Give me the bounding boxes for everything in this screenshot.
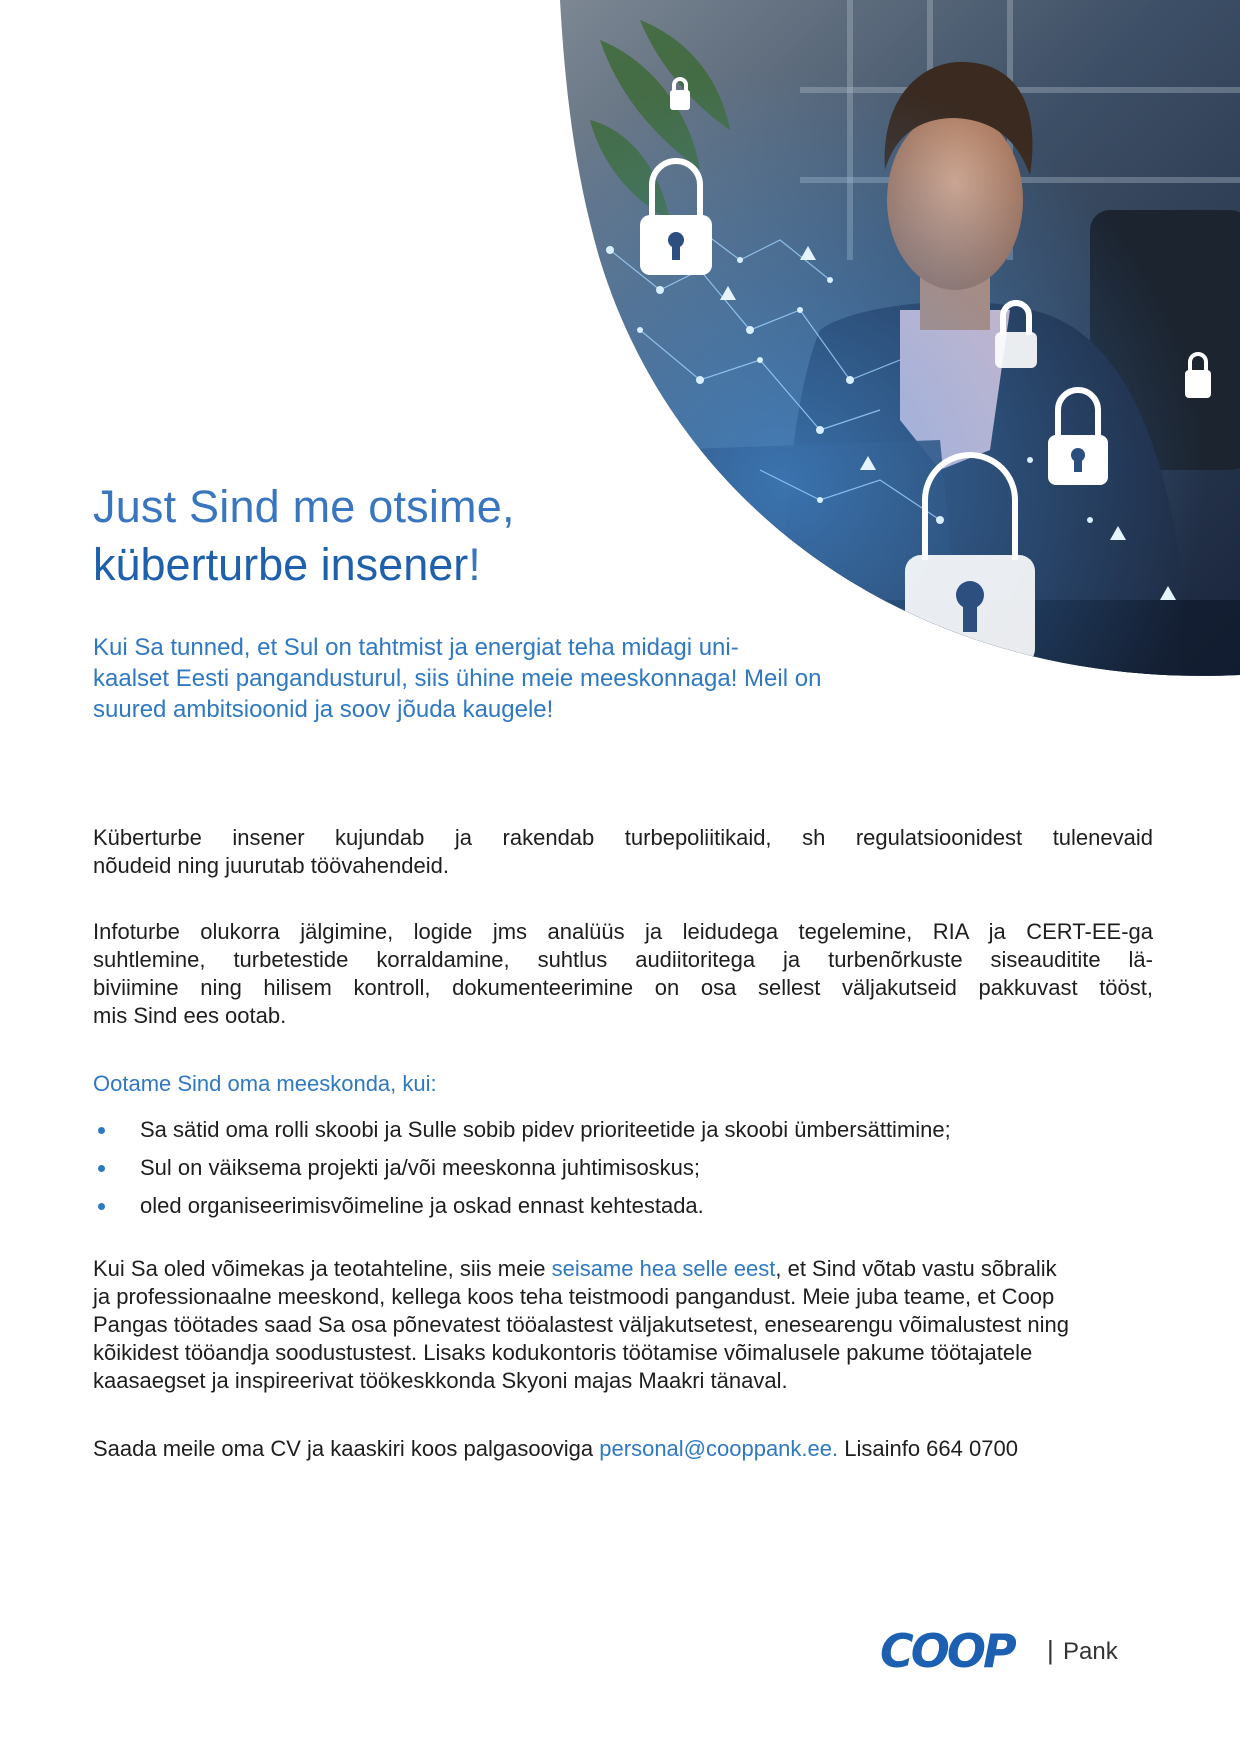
list-item bbox=[93, 1192, 1153, 1220]
headline-line2 bbox=[93, 536, 515, 594]
list-item bbox=[93, 1154, 1153, 1182]
paragraph-duties bbox=[93, 918, 1153, 1030]
paragraph-line: Infoturbe olukorra jälgimine, logide jms analüüs ja leidudega tegelemine, RIA ja CERT-EE-ga bbox=[93, 919, 1153, 944]
intro-line: kaalset Eesti pangandusturul, siis ühine meie meeskonnaga! Meil on bbox=[93, 665, 822, 692]
intro-line: suured ambitsioonid ja soov jõuda kaugele! bbox=[93, 696, 554, 723]
paragraph-line: nõudeid ning juurutab töövahendeid. bbox=[93, 853, 449, 878]
paragraph-line: suhtlemine, turbetestide korraldamine, suhtlus audiitoritega ja turbenõrkuste siseauditite lä- bbox=[93, 947, 1153, 972]
logo-brand: COOP bbox=[880, 1625, 1014, 1671]
intro-line: Kui Sa tunned, et Sul on tahtmist ja energiat teha midagi uni- bbox=[93, 634, 739, 661]
paragraph-offer bbox=[93, 1255, 1153, 1395]
logo-suffix: Pank bbox=[1063, 1638, 1118, 1665]
list-item-text: oled organiseerimisvõimeline ja oskad ennast kehtestada. bbox=[140, 1193, 704, 1218]
bullet-icon bbox=[98, 1127, 105, 1134]
paragraph-line bbox=[93, 1255, 1153, 1283]
requirements-list bbox=[93, 1116, 1153, 1230]
list-item-text: Sa sätid oma rolli skoobi ja Sulle sobib pidev prioriteetide ja skoobi ümbersättimine; bbox=[140, 1117, 951, 1142]
bullet-icon bbox=[98, 1203, 105, 1210]
contact-text: Saada meile oma CV ja kaaskiri koos palgasooviga bbox=[93, 1436, 600, 1461]
paragraph-line: mis Sind ees ootab. bbox=[93, 1003, 287, 1028]
paragraph-text: Kui Sa oled võimekas ja teotahteline, siis meie bbox=[93, 1256, 552, 1281]
requirements-heading: Ootame Sind oma meeskonda, kui: bbox=[93, 1071, 437, 1096]
email-link[interactable]: personal@cooppank.ee. bbox=[599, 1436, 839, 1461]
paragraph-role bbox=[93, 824, 1153, 880]
paragraph-line: ja professionaalne meeskond, kellega koos teha teistmoodi pangandust. Meie juba teame, et Coop bbox=[93, 1284, 1055, 1309]
job-title: küberturbe insener bbox=[93, 539, 469, 590]
paragraph-line: Küberturbe insener kujundab ja rakendab turbepoliitikaid, sh regulatsioonidest tulenevaid bbox=[93, 825, 1153, 850]
intro-text bbox=[93, 632, 953, 725]
phone-text: Lisainfo 664 0700 bbox=[838, 1436, 1018, 1461]
paragraph-line: biviimine ning hilisem kontroll, dokumenteerimine on osa sellest väljakutseid pakkuvast tööst, bbox=[93, 975, 1153, 1000]
paragraph-line bbox=[93, 1435, 1153, 1463]
list-item-text: Sul on väiksema projekti ja/või meeskonna juhtimisoskus; bbox=[140, 1155, 701, 1180]
headline bbox=[93, 478, 515, 594]
paragraph-text: , et Sind võtab vastu sõbralik bbox=[775, 1256, 1057, 1281]
bullet-icon bbox=[98, 1165, 105, 1172]
headline-exclamation: ! bbox=[468, 539, 481, 590]
contact-line bbox=[93, 1435, 1153, 1463]
logo-separator: | bbox=[1047, 1635, 1054, 1665]
paragraph-line: kaasaegset ja inspireerivat töökeskkonda Skyoni majas Maakri tänaval. bbox=[93, 1368, 788, 1393]
paragraph-line: kõikidest tööandja soodustustest. Lisaks kodukontoris töötamise võimalusele pakume töötajatele bbox=[93, 1340, 1033, 1365]
list-item bbox=[93, 1116, 1153, 1144]
paragraph-line: Pangas töötades saad Sa osa põnevatest tööalastest väljakutsetest, enesearengu võimalustest ning bbox=[93, 1312, 1069, 1337]
coop-pank-logo bbox=[880, 1625, 1160, 1671]
headline-line1: Just Sind me otsime, bbox=[93, 481, 515, 532]
highlight-text: seisame hea selle eest bbox=[551, 1256, 776, 1281]
